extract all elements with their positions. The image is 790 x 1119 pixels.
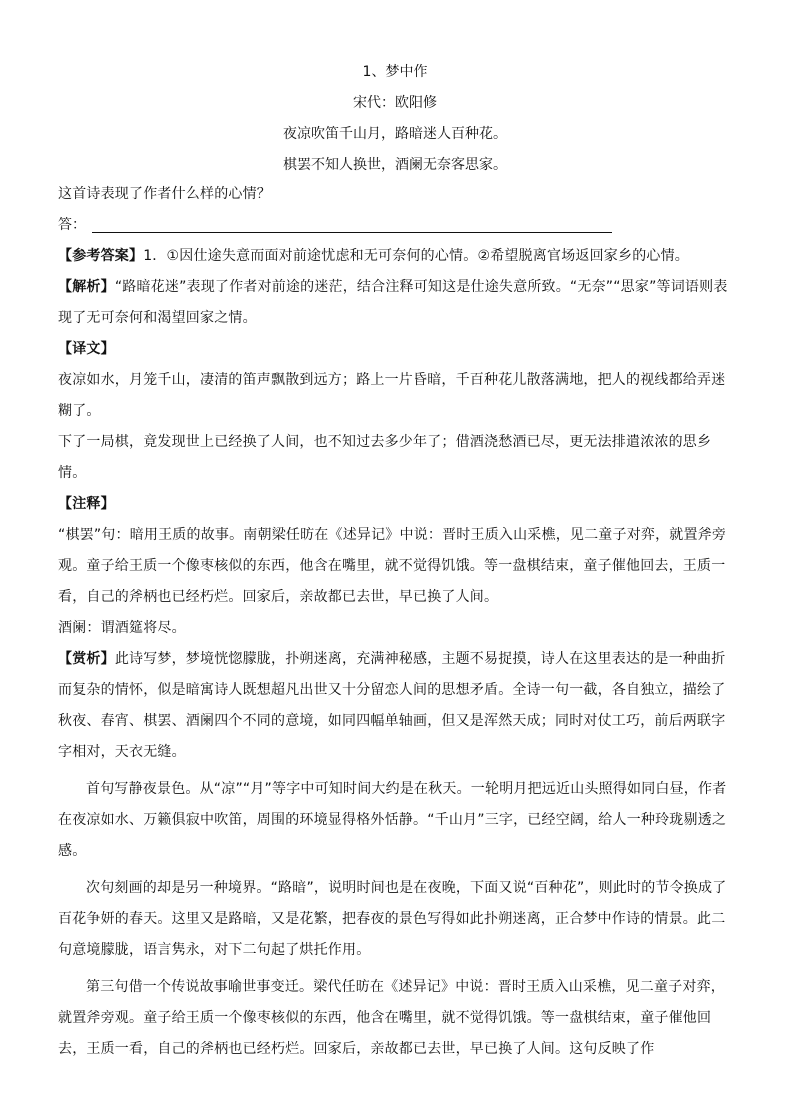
answer-blank-line[interactable] <box>92 214 612 233</box>
poem-line-1: 夜凉吹笛千山月，路暗迷人百种花。 <box>283 126 507 142</box>
translation-paragraph-1: 夜凉如水，月笼千山，凄清的笛声飘散到远方；路上一片昏暗，千百种花儿散落满地，把人的视线都给弄迷糊了。 <box>58 372 726 419</box>
appreciation-paragraph-1: 首句写静夜景色。从“凉”“月”等字中可知时间大约是在秋天。一轮明月把远近山头照得如同白昼，作者在夜凉如水、万籁俱寂中吹笛，周围的环境显得格外恬静。“千山月”三字，已经空阔，给人一种玲珑剔透之感。 <box>58 781 727 859</box>
analysis-tag: 【解析】 <box>58 279 115 295</box>
appreciation-paragraph-2: 次句刻画的却是另一种境界。“路暗”，说明时间也是在夜晚，下面又说“百种花”，则此时的节令换成了百花争妍的春天。这里又是路暗，又是花繁，把春夜的景色写得如此扑朔迷离，正合梦中作诗的情景。此二句意境朦胧，语言隽永，对下二句起了烘托作用。 <box>58 880 727 958</box>
appreciation-paragraph-3: 第三句借一个传说故事喻世事变迁。梁代任昉在《述异记》中说：晋时王质入山采樵，见二童子对弈，就置斧旁观。童子给王质一个像枣核似的东西，他含在嘴里，就不觉得饥饿。等一盘棋结束，童子催他回去，王质一看，自己的斧柄也已经朽烂。回家后，亲故都已去世，早已换了人间。这句反映了作 <box>58 979 725 1057</box>
appreciation-intro <box>58 644 732 768</box>
poem-line-2: 棋罢不知人换世，酒阑无奈客思家。 <box>283 157 507 173</box>
answer-label: 答： <box>58 217 86 233</box>
analysis-text: “路暗花迷”表现了作者对前途的迷茫，结合注释可知这是仕途失意所致。“无奈”“思家”等词语则表现了无可奈何和渴望回家之情。 <box>58 279 728 326</box>
reference-answer <box>58 241 732 272</box>
answer-row <box>58 210 732 241</box>
question-prompt: 这首诗表现了作者什么样的心情？ <box>58 186 271 202</box>
appreciation-tag: 【赏析】 <box>58 651 115 667</box>
reference-answer-text: 1．①因仕途失意而面对前途忧虑和无可奈何的心情。②希望脱离官场返回家乡的心情。 <box>143 248 690 264</box>
notes-heading: 【注释】 <box>58 496 115 512</box>
reference-answer-tag: 【参考答案】 <box>58 248 144 264</box>
note-2: 酒阑：谓酒筵将尽。 <box>58 620 186 636</box>
appreciation-intro-text: 此诗写梦，梦境恍惚朦胧，扑朔迷离，充满神秘感，主题不易捉摸，诗人在这里表达的是一种曲折而复杂的情怀，似是暗寓诗人既想超凡出世又十分留恋人间的思想矛盾。全诗一句一截，各自独立，描绘了秋夜、春宵、棋罢、酒阑四个不同的意境，如同四幅单轴画，但又是浑然天成；同时对仗工巧，前后两联字字相对，天衣无缝。 <box>58 651 726 760</box>
poem-title: 1、梦中作 <box>362 64 428 80</box>
translation-heading: 【译文】 <box>58 341 115 357</box>
translation-paragraph-2: 下了一局棋，竟发现世上已经换了人间，也不知过去多少年了；借酒浇愁酒已尽，更无法排遣浓浓的思乡情。 <box>58 434 712 481</box>
note-1: “棋罢”句：暗用王质的故事。南朝梁任昉在《述异记》中说：晋时王质入山采樵，见二童子对弈，就置斧旁观。童子给王质一个像枣核似的东西，他含在嘴里，就不觉得饥饿。等一盘棋结束，童子催他回去，王质一看，自己的斧柄也已经朽烂。回家后，亲故都已去世，早已换了人间。 <box>58 527 727 605</box>
analysis <box>58 272 732 334</box>
poem-author: 宋代：欧阳修 <box>353 95 437 111</box>
